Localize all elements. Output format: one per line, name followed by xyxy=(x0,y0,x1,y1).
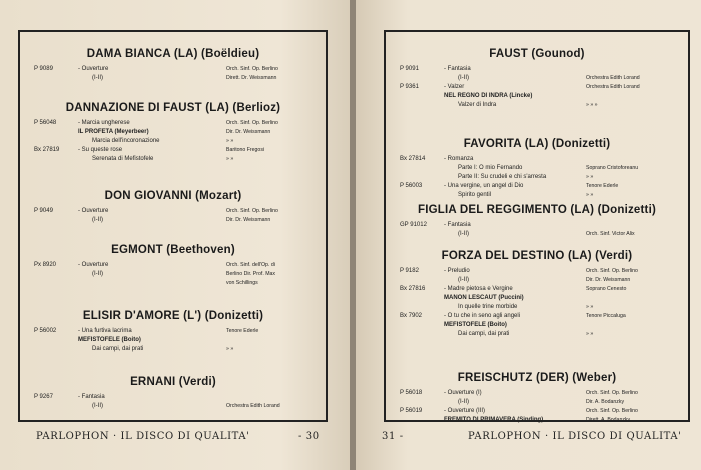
record-description: - Madre pietosa e Vergine xyxy=(444,286,513,292)
record-description: FREMITO DI PRIMAVERA (Sinding) xyxy=(444,417,544,423)
catalog-section xyxy=(386,204,688,240)
performer: » » xyxy=(226,156,234,162)
record-description: - Fantasia xyxy=(444,222,471,228)
record-description: - Ouverture xyxy=(78,208,109,214)
performer: » » » xyxy=(586,102,598,108)
record-row xyxy=(20,403,326,412)
record-description: - O tu che in seno agli angeli xyxy=(444,313,521,319)
catalog-number: P 9182 xyxy=(400,268,419,274)
record-row xyxy=(386,174,688,183)
catalog-section xyxy=(386,372,688,426)
record-row xyxy=(20,129,326,138)
record-description: In quelle trine morbide xyxy=(458,304,518,310)
performer: Orch. Sinf. Op. Berlino xyxy=(586,268,638,274)
record-description: MEFISTOFELE (Boito) xyxy=(78,337,141,343)
record-row xyxy=(386,222,688,231)
record-row xyxy=(386,93,688,102)
section-title: FREISCHUTZ (DER) (Weber) xyxy=(457,372,617,384)
performer: Dir. Dr. Weissmann xyxy=(226,217,271,223)
record-row xyxy=(386,192,688,201)
catalog-section xyxy=(20,102,326,165)
record-description: - Una furtiva lacrima xyxy=(78,328,132,334)
record-description: - Romanza xyxy=(444,156,474,162)
record-description: (I-II) xyxy=(458,75,469,81)
record-row xyxy=(386,268,688,277)
performer: Orch. Sinf. Op. Berlino xyxy=(586,390,638,396)
record-description: - Fantasia xyxy=(78,394,105,400)
catalog-number: P 56019 xyxy=(400,408,423,414)
performer: » » xyxy=(586,304,594,310)
catalog-number: P 56003 xyxy=(400,183,423,189)
record-row xyxy=(386,231,688,240)
record-description: (I-II) xyxy=(92,271,103,277)
catalog-section xyxy=(386,250,688,340)
record-row xyxy=(20,75,326,84)
record-row xyxy=(386,295,688,304)
performer: » » xyxy=(586,331,594,337)
section-title: ERNANI (Verdi) xyxy=(130,376,216,388)
record-description: - Su queste rose xyxy=(78,147,123,153)
right-page xyxy=(356,0,701,470)
performer: Orch. Sinf. Op. Berlino xyxy=(226,66,278,72)
record-row xyxy=(386,313,688,322)
record-description: - Ouverture xyxy=(78,66,109,72)
record-description: - Marcia ungherese xyxy=(78,120,130,126)
record-row xyxy=(386,75,688,84)
record-description: - Ouverture (III) xyxy=(444,408,486,414)
catalog-number: Bx 27816 xyxy=(400,286,426,292)
record-row xyxy=(20,346,326,355)
catalog-number: Bx 7902 xyxy=(400,313,423,319)
left-footer-text: PARLOPHON · IL DISCO DI QUALITA' xyxy=(36,431,250,442)
catalog-number: P 56048 xyxy=(34,120,57,126)
section-title: DON GIOVANNI (Mozart) xyxy=(104,190,242,202)
record-row xyxy=(20,138,326,147)
record-description: Dai campi, dai prati xyxy=(92,346,144,352)
record-row xyxy=(386,165,688,174)
record-row xyxy=(386,390,688,399)
record-row xyxy=(20,147,326,156)
record-row xyxy=(386,183,688,192)
record-description: (I-II) xyxy=(92,403,103,409)
catalog-section xyxy=(20,48,326,84)
record-description: IL PROFETA (Meyerbeer) xyxy=(78,129,149,135)
catalog-number: P 9091 xyxy=(400,66,419,72)
left-page-frame xyxy=(18,30,328,422)
record-row xyxy=(20,156,326,165)
catalog-section xyxy=(20,310,326,355)
record-description: Marcia dell'incoronazione xyxy=(92,138,160,144)
performer: Tenore Ederle xyxy=(586,183,619,189)
catalog-section xyxy=(386,138,688,201)
record-row xyxy=(386,322,688,331)
record-row xyxy=(386,399,688,408)
catalog-number: Px 8920 xyxy=(34,262,57,268)
catalog-number: P 56002 xyxy=(34,328,57,334)
record-row xyxy=(386,156,688,165)
record-description: NEL REGNO DI INDRA (Lincke) xyxy=(444,93,533,99)
record-description: - Valzer xyxy=(444,84,465,90)
right-page-number: 31 - xyxy=(382,431,404,442)
performer: Orch. Sinf. Op. Berlino xyxy=(226,120,278,126)
section-title: DANNAZIONE DI FAUST (LA) (Berlioz) xyxy=(65,102,281,114)
performer: Orch. Sinf. Op. Berlino xyxy=(586,408,638,414)
right-footer-text: PARLOPHON · IL DISCO DI QUALITA' xyxy=(468,431,682,442)
catalog-number: P 9361 xyxy=(400,84,419,90)
performer: Soprano Cristoforeanu xyxy=(586,165,639,171)
record-row xyxy=(386,304,688,313)
record-row xyxy=(20,337,326,346)
performer: Dirett. A. Bodanzky xyxy=(586,417,631,423)
record-description: Parte I: O mio Fernando xyxy=(458,165,523,171)
record-description: MEFISTOFELE (Boito) xyxy=(444,322,507,328)
catalog-number: P 9089 xyxy=(34,66,53,72)
record-description: - Fantasia xyxy=(444,66,471,72)
performer: » » xyxy=(586,174,594,180)
catalog-section xyxy=(20,190,326,226)
section-title: FAUST (Gounod) xyxy=(489,48,585,60)
record-row xyxy=(20,262,326,271)
record-row xyxy=(20,66,326,75)
record-row xyxy=(386,331,688,340)
record-description: Valzer di Indra xyxy=(458,102,497,108)
performer: Orch. Sinf. Victor Alix xyxy=(586,231,635,237)
section-title: EGMONT (Beethoven) xyxy=(111,244,235,256)
record-row xyxy=(386,66,688,75)
catalog-number: P 9049 xyxy=(34,208,53,214)
performer: Dir. Dr. Weissmann xyxy=(586,277,631,283)
record-description: Spirito gentil xyxy=(458,192,492,198)
record-description: Parte II: Su crudeli e chi s'arresta xyxy=(458,174,547,180)
performer: von Schillings xyxy=(226,280,258,286)
catalog-number: P 56018 xyxy=(400,390,423,396)
record-row xyxy=(386,408,688,417)
catalog-number: GP 91012 xyxy=(400,222,427,228)
record-row xyxy=(20,394,326,403)
performer: Orchestra Edith Lorand xyxy=(586,75,640,81)
catalog-number: P 9267 xyxy=(34,394,53,400)
record-description: - Una vergine, un angel di Dio xyxy=(444,183,524,189)
performer: Dir. A. Bodanzky xyxy=(586,399,625,405)
record-row xyxy=(386,277,688,286)
record-description: (I-II) xyxy=(458,231,469,237)
record-row xyxy=(386,84,688,93)
performer: Orchestra Edith Lorand xyxy=(586,84,640,90)
record-row xyxy=(20,328,326,337)
record-description: Dai campi, dai prati xyxy=(458,331,510,337)
record-row xyxy=(386,102,688,111)
record-description: Serenata di Mefistofele xyxy=(92,156,154,162)
performer: Tenore Piccaluga xyxy=(586,313,626,319)
left-page xyxy=(0,0,350,470)
performer: Soprano Cenesto xyxy=(586,286,627,292)
performer: » » xyxy=(586,192,594,198)
catalog-section xyxy=(386,48,688,111)
right-page-frame xyxy=(384,30,690,422)
record-description: (I-II) xyxy=(92,75,103,81)
record-description: (I-II) xyxy=(458,277,469,283)
performer: Dir. Dr. Weissmann xyxy=(226,129,271,135)
performer: Dirett. Dr. Weissmann xyxy=(226,75,277,81)
record-description: - Ouverture xyxy=(78,262,109,268)
catalog-number: Bx 27814 xyxy=(400,156,426,162)
performer: Orchestra Edith Lorand xyxy=(226,403,280,409)
catalog-section xyxy=(20,244,326,289)
record-row xyxy=(20,280,326,289)
performer: Baritono Fregosi xyxy=(226,147,265,153)
record-description: - Ouverture (I) xyxy=(444,390,482,396)
section-title: FIGLIA DEL REGGIMENTO (LA) (Donizetti) xyxy=(417,204,656,216)
record-row xyxy=(20,120,326,129)
performer: » » xyxy=(226,138,234,144)
record-description: - Preludio xyxy=(444,268,470,274)
catalog-number: Bx 27819 xyxy=(34,147,60,153)
catalog-section xyxy=(20,376,326,412)
record-row xyxy=(20,217,326,226)
performer: » » xyxy=(226,346,234,352)
performer: Orch. Sinf. Op. Berlino xyxy=(226,208,278,214)
performer: Orch. Sinf. dell'Op. di xyxy=(226,262,275,268)
record-row xyxy=(20,208,326,217)
performer: Berlino Dir. Prof. Max xyxy=(226,271,276,277)
record-description: (I-II) xyxy=(92,217,103,223)
record-description: (I-II) xyxy=(458,399,469,405)
record-row xyxy=(386,417,688,426)
left-page-number: - 30 xyxy=(298,431,320,442)
record-description: MANON LESCAUT (Puccini) xyxy=(444,295,524,301)
record-row xyxy=(20,271,326,280)
section-title: DAMA BIANCA (LA) (Boëldieu) xyxy=(86,48,260,60)
section-title: FAVORITA (LA) (Donizetti) xyxy=(463,138,611,150)
record-row xyxy=(386,286,688,295)
section-title: ELISIR D'AMORE (L') (Donizetti) xyxy=(82,310,264,322)
performer: Tenore Ederle xyxy=(226,328,259,334)
section-title: FORZA DEL DESTINO (LA) (Verdi) xyxy=(441,250,633,262)
